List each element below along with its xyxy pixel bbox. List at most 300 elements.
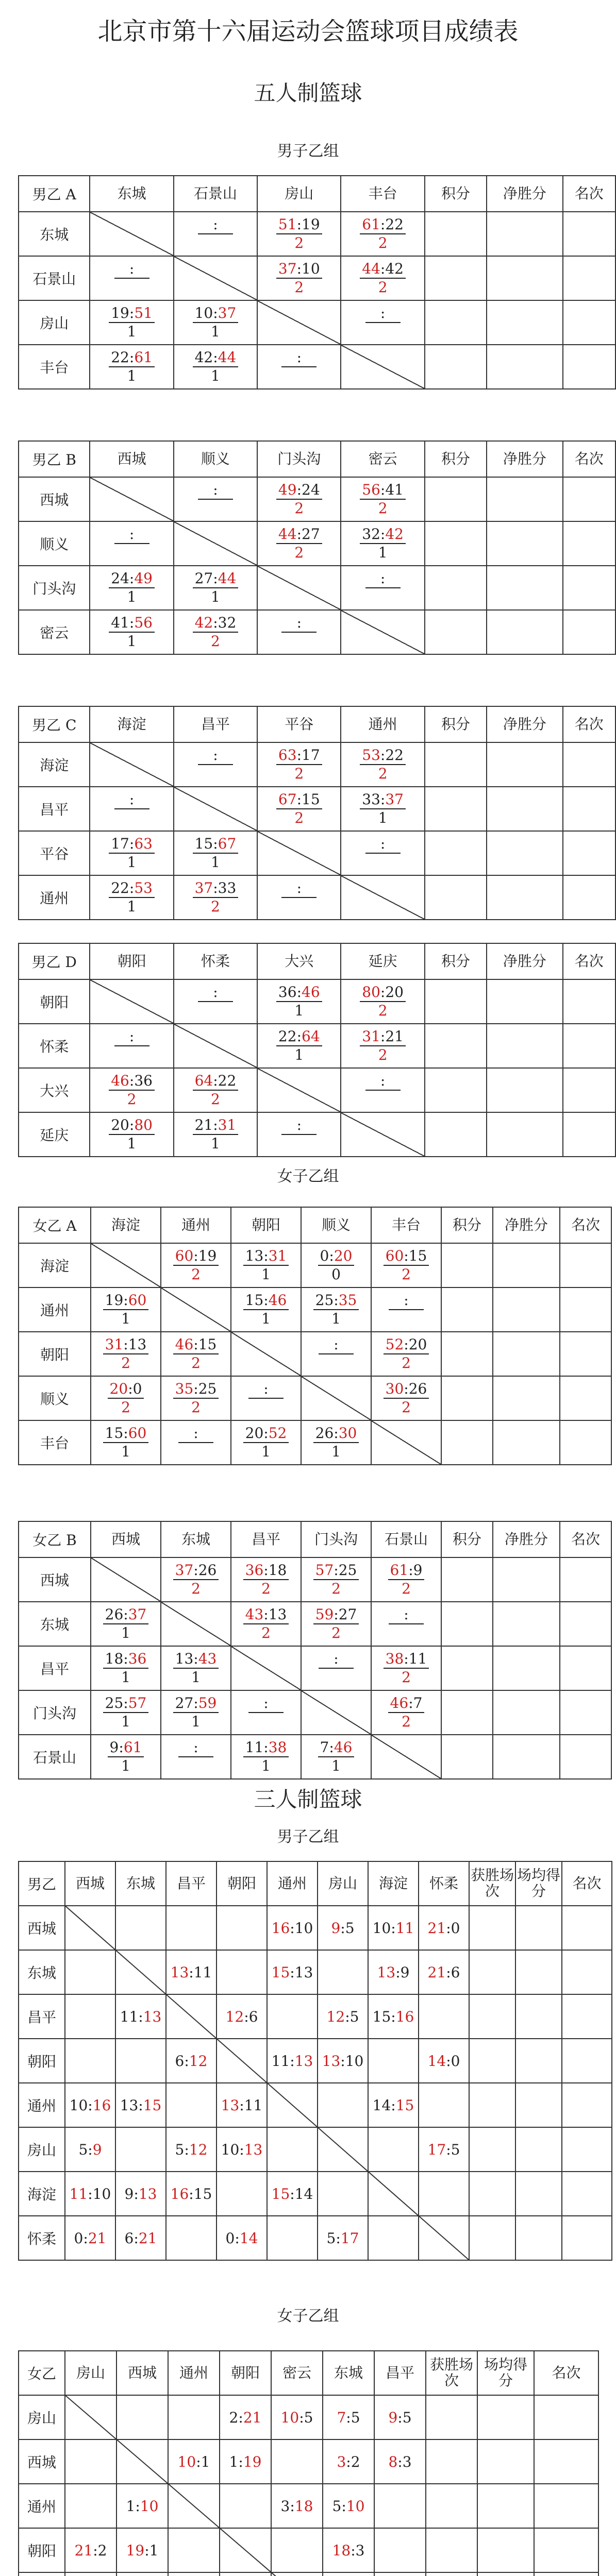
score: 15:14 [271,2185,313,2202]
match-points [248,1713,284,1731]
results-table [18,175,616,389]
score-for: 60 [385,1247,404,1264]
score-fraction [248,1380,284,1416]
score: 19:1 [126,2541,159,2559]
score-separator: : [213,349,218,366]
stat-cell [469,1950,515,1994]
score-cell [161,1332,231,1376]
match-points [389,1624,424,1642]
table-row [19,345,615,389]
table-row [19,1287,611,1332]
net-header: 净胜分 [487,943,562,979]
score-separator: : [123,1650,128,1667]
stat-cell [477,2395,534,2439]
match-points: 2 [294,809,304,826]
stat-cell [425,521,487,566]
score-separator: : [334,1292,339,1309]
match-points: 1 [121,1713,130,1730]
score [360,526,406,544]
match-points: 2 [121,1399,130,1416]
score-separator: : [213,1072,218,1089]
score-for: 33 [362,791,380,808]
team-row-header: 大兴 [19,1068,90,1112]
score-fraction [103,1606,149,1642]
stat-cell [563,477,615,521]
score-cell [174,742,257,787]
score-cell [341,212,424,256]
results-table [18,943,616,1157]
score-cell [161,1376,231,1420]
score-separator: : [263,1606,269,1623]
score [109,879,155,898]
score-for: 37 [175,1562,194,1579]
score-cell [231,1420,301,1465]
table-row [19,256,615,300]
score-separator: : [296,747,302,764]
score-for: 49 [278,481,297,498]
diagonal-cell [161,1287,231,1332]
team-row-header: 昌平 [19,787,90,831]
group-title-women-five: 女子乙组 [277,1167,339,1185]
results-table [18,1521,612,1780]
diagonal-cell [90,477,173,521]
score-for: 27 [194,570,213,587]
score: 3:18 [280,2497,313,2515]
score-fraction [389,1292,424,1328]
score-for: 15 [245,1292,264,1309]
score-fraction [365,304,401,341]
results-table [18,1207,612,1465]
match-points [248,1399,284,1416]
score-cell [257,521,341,566]
score [319,1650,354,1669]
score-against: 24 [302,481,320,498]
score-for: 53 [362,747,380,764]
score [198,216,233,234]
score-against: 36 [134,1072,153,1089]
group-name: 女乙 [19,2351,65,2395]
score-separator: : [129,1072,135,1089]
score-fraction [319,1336,354,1372]
table-row [19,477,615,521]
team-column-header: 延庆 [341,943,424,979]
diagonal-cell [341,875,424,920]
stat-cell [425,610,487,654]
score-against: 59 [198,1694,217,1711]
score-cell [257,477,341,521]
score-separator: : [193,1650,198,1667]
score [114,260,149,279]
score-against: 64 [302,1028,320,1045]
score [193,304,239,323]
score-for: 13 [245,1247,264,1264]
score [103,1694,149,1713]
stat-cell [534,2439,598,2484]
match-points: 1 [331,1757,341,1774]
score-cell [301,1420,371,1465]
score-fraction [276,260,322,296]
stat-cell [515,1994,562,2039]
stat-cell [563,212,615,256]
team-row-header: 石景山 [19,1735,91,1779]
stat-cell [560,1420,611,1465]
score [243,1739,289,1757]
score [108,1739,144,1757]
score-fraction [108,1380,144,1416]
team-column-header: 丰台 [341,176,424,212]
score [313,1292,359,1310]
team-row-header: 丰台 [19,345,90,389]
score-cell [257,256,341,300]
score-separator: : [296,1116,302,1133]
score-for: 30 [385,1380,404,1397]
score-cell [90,1112,173,1157]
score [389,1606,424,1624]
score-separator: : [296,1028,302,1045]
stat-cell [426,2528,477,2572]
score-for: 41 [111,614,129,631]
score-against: 56 [134,614,153,631]
stat-cell [562,1994,612,2039]
score-cell [174,300,257,345]
score-cell [161,1735,231,1779]
score-separator: : [193,1562,198,1579]
score-for: 63 [278,747,297,764]
score [318,1739,355,1757]
match-points [365,854,401,871]
team-row-header: 通州 [19,875,90,920]
score [173,1336,219,1354]
score-cell [231,1557,301,1602]
score [319,1336,354,1354]
score-fraction [360,526,406,562]
score-for: 42 [194,349,213,366]
score-separator: : [263,1292,269,1309]
score-fraction [276,526,322,562]
score-against: 37 [128,1606,147,1623]
table-row [19,742,615,787]
score-cell [301,1557,371,1602]
stat-cell [562,1950,612,1994]
score [360,1028,406,1046]
score-separator: : [129,835,135,852]
score-separator: : [404,1606,409,1623]
team-row-header: 门头沟 [19,566,90,610]
rank-header: 名次 [563,441,615,477]
score-cell [91,1690,161,1735]
diagonal-cell [371,1420,441,1465]
stat-cell [487,477,562,521]
score-cell [257,212,341,256]
avg-header: 场均得分 [515,1861,562,1906]
score-fraction [193,570,239,606]
score-fraction [276,216,322,252]
score: 13:10 [322,2052,364,2070]
stat-cell [441,1376,493,1420]
score-separator: : [296,260,302,277]
stat-cell [477,2572,534,2576]
team-row-header: 海淀 [19,742,90,787]
team-column-header: 朝阳 [90,943,173,979]
match-points [365,588,401,606]
score-fraction [281,614,317,650]
score-cell [90,787,173,831]
score-separator: : [404,1247,409,1264]
score-fraction [103,1336,149,1372]
score [313,1562,359,1580]
score-separator: : [296,526,302,543]
score-for: 46 [175,1336,194,1353]
score-fraction [173,1694,219,1731]
score: 15:16 [372,2008,414,2025]
score [109,1072,155,1091]
stat-cell [425,787,487,831]
diagonal-line [64,1905,469,2260]
stat-cell [562,2039,612,2083]
team-row-header: 昌平 [19,1994,65,2039]
score-separator: : [129,1028,135,1045]
score [360,791,406,809]
stat-cell [441,1735,493,1779]
score-against: 33 [218,879,237,896]
score-separator: : [380,526,386,543]
score [388,1694,425,1713]
score [109,349,155,367]
team-row-header: 东城 [19,1602,91,1646]
team-column-header: 东城 [323,2351,374,2395]
score-against: 9 [413,1562,423,1579]
score-for: 38 [385,1650,404,1667]
score-separator: : [408,1694,413,1711]
score-cell [301,1735,371,1779]
score: 3:2 [337,2453,360,2470]
section-title-five: 五人制篮球 [254,80,362,106]
score-fraction [109,304,155,341]
team-column-header: 海淀 [368,1861,419,1906]
team-row-header: 朝阳 [19,2528,65,2572]
stat-cell [560,1602,611,1646]
score [281,614,317,633]
rank-header: 名次 [563,176,615,212]
stat-cell [426,2395,477,2439]
score [281,1116,317,1135]
score-cell [90,1068,173,1112]
score-against: 22 [385,747,404,764]
team-column-header: 昌平 [166,1861,217,1906]
score-cell [174,831,257,875]
score-fraction [360,791,406,827]
table-row [19,212,615,256]
match-points [114,544,149,562]
score [173,1247,219,1266]
stat-cell [487,831,562,875]
match-points: 2 [402,1399,411,1416]
score-against: 35 [338,1292,357,1309]
match-points: 2 [261,1580,271,1597]
stat-cell [563,979,615,1024]
stat-cell [425,345,487,389]
match-points: 2 [378,1046,388,1063]
score-fraction [318,1247,355,1283]
diagonal-cell [371,1735,441,1779]
score: 18:3 [332,2541,365,2559]
match-points: 2 [402,1713,411,1730]
score-cell [341,787,424,831]
score-against: 20 [385,984,404,1001]
score-cell [341,831,424,875]
score-separator: : [380,481,386,498]
team-row-header: 西城 [19,1557,91,1602]
score: 5:10 [332,2497,365,2515]
match-points [198,1002,233,1020]
stat-cell [477,2484,534,2528]
table-row [19,1243,611,1287]
score: 5:9 [78,2141,102,2158]
diagonal-cell [257,831,341,875]
score-separator: : [213,304,218,321]
score-for: 20 [109,1380,128,1397]
score-cell [341,1068,424,1112]
score-fraction [360,1028,406,1064]
score-separator: : [404,1336,409,1353]
score-cell [90,610,173,654]
score-cell [161,1646,231,1690]
score: 12:5 [326,2008,359,2025]
score-separator: : [193,1739,198,1756]
score-for: 17 [111,835,129,852]
score-for: 46 [390,1694,409,1711]
score [243,1425,289,1443]
score-separator: : [380,1072,386,1089]
score-separator: : [123,1694,128,1711]
stat-cell [563,566,615,610]
stat-cell [563,787,615,831]
stat-cell [560,1243,611,1287]
score: 1:19 [229,2453,262,2470]
stat-cell [562,2216,612,2260]
team-column-header: 东城 [115,1861,166,1906]
score-fraction [193,879,239,916]
team-column-header: 顺义 [301,1207,371,1243]
score: 9:13 [124,2185,157,2202]
score-separator: : [128,1380,133,1397]
stat-cell [562,2127,612,2172]
score-cell [257,787,341,831]
score [243,1247,289,1266]
score: 21:2 [74,2541,107,2559]
score [193,879,239,898]
score-fraction [173,1562,219,1598]
score-fraction [109,349,155,385]
score-fraction [173,1336,219,1372]
rank-header: 名次 [560,1207,611,1243]
points-header: 积分 [425,706,487,742]
score-fraction [388,1562,425,1598]
wins-header: 获胜场次 [426,2351,477,2395]
match-points: 1 [191,1669,201,1686]
score [198,747,233,765]
score-for: 22 [278,1028,297,1045]
score-separator: : [334,1650,339,1667]
score-separator: : [213,984,218,1001]
score-cell [371,1602,441,1646]
stat-cell [515,1906,562,1950]
score [178,1425,213,1443]
score-cell [90,566,173,610]
match-points: 2 [378,1002,388,1019]
stat-cell [469,2172,515,2216]
net-header: 净胜分 [487,441,562,477]
stat-cell [487,345,562,389]
diagonal-cell [257,300,341,345]
team-row-header: 西城 [19,2439,65,2484]
score [360,984,406,1002]
match-points: 1 [378,544,388,561]
match-points: 2 [378,234,388,251]
score-fraction [281,349,317,385]
score-separator: : [123,1292,128,1309]
score-fraction [313,1292,359,1328]
team-row-header: 通州 [19,2484,65,2528]
match-points [365,323,401,341]
score-separator: : [408,1562,413,1579]
table-row [19,787,615,831]
score-fraction [103,1292,149,1328]
score-cell [231,1602,301,1646]
score-separator: : [404,1380,409,1397]
score: 6:21 [124,2229,157,2247]
match-points: 1 [121,1624,130,1641]
team-column-header: 通州 [267,1861,318,1906]
team-column-header: 东城 [161,1521,231,1557]
rank-header: 名次 [563,943,615,979]
diagonal-cell [174,1024,257,1068]
score-fraction [360,747,406,783]
score-against: 53 [134,879,153,896]
score: 21:6 [427,1963,460,1981]
score-cell [371,1287,441,1332]
score-fraction [281,1116,317,1153]
score-against: 36 [128,1650,147,1667]
stat-cell [563,610,615,654]
score-separator: : [123,1336,128,1353]
match-points: 2 [378,279,388,296]
stat-cell [426,2484,477,2528]
score [103,1606,149,1624]
score: 13:9 [377,1963,410,1981]
score-against: 19 [198,1247,217,1264]
net-header: 净胜分 [493,1521,560,1557]
score-against: 42 [385,526,404,543]
match-points: 1 [191,1713,201,1730]
score [243,1562,289,1580]
stat-cell [425,1024,487,1068]
score-cell [257,979,341,1024]
score-cell [174,979,257,1024]
stat-cell [425,831,487,875]
group-name: 男乙 A [19,176,90,212]
group-name: 女乙 A [19,1207,91,1243]
results-table [18,706,616,920]
match-points: 1 [127,367,137,384]
score [384,1336,429,1354]
score-separator: : [123,1606,128,1623]
score-for: 9 [109,1739,119,1756]
stat-cell [562,1906,612,1950]
diagonal-cell [341,345,424,389]
team-row-header: 海淀 [19,2172,65,2216]
stat-cell [441,1602,493,1646]
